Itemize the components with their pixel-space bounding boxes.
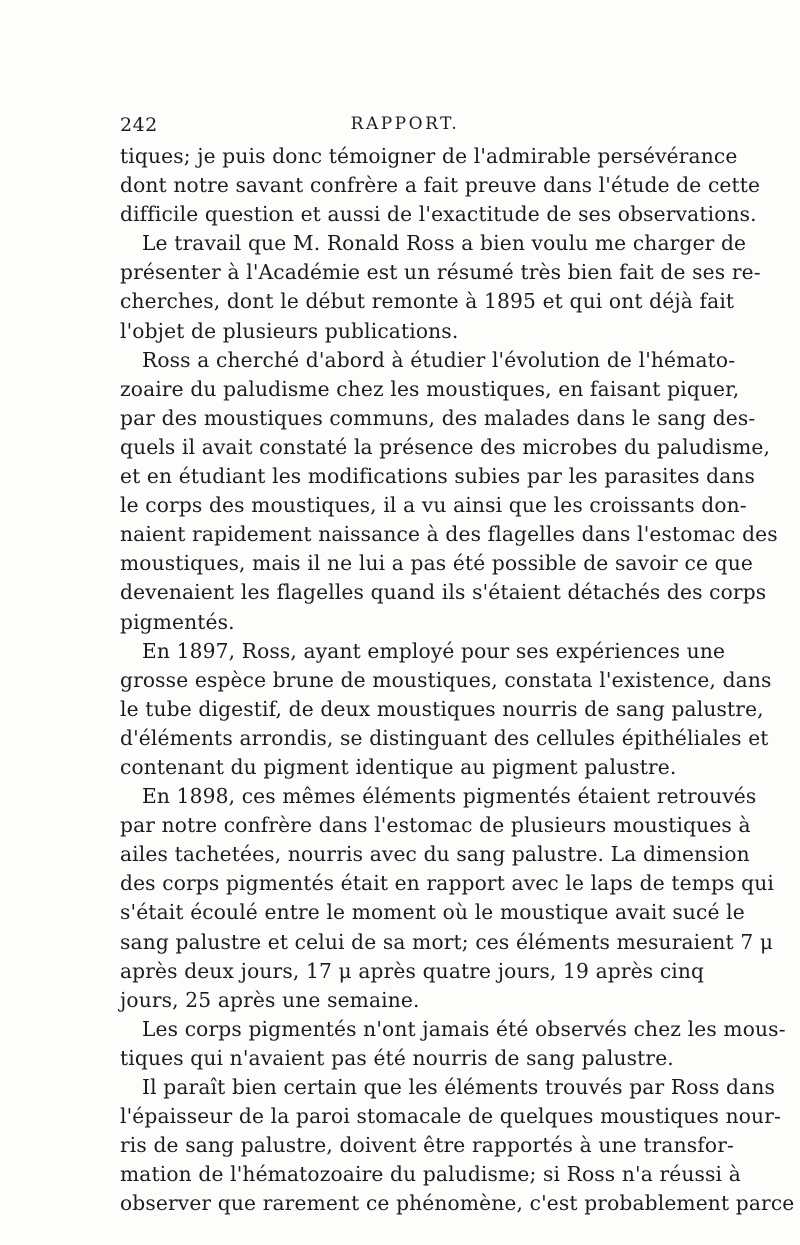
text-line: Le travail que M. Ronald Ross a bien voulu me charger de [142,231,747,256]
text-line: Les corps pigmentés n'ont jamais été observés chez les mous- [142,1016,786,1041]
text-line: jours, 25 après une semaine. [120,987,420,1012]
text-line: l'objet de plusieurs publications. [120,318,459,343]
text-line: En 1897, Ross, ayant employé pour ses expériences une [142,638,726,663]
text-line: devenaient les flagelles quand ils s'étaient détachés des corps [120,580,767,605]
text-line: ris de sang palustre, doivent être rapportés à une transfor- [120,1133,734,1158]
text-line: Ross a cherché d'abord à étudier l'évolution de l'hémato- [142,347,736,372]
text-line: difficile question et aussi de l'exactitude de ses observations. [120,202,757,227]
running-head [120,114,680,140]
text-line: contenant du pigment identique au pigment palustre. [120,754,677,779]
text-line: naient rapidement naissance à des flagelles dans l'estomac des [120,522,778,547]
text-line: dont notre savant confrère a fait preuve dans l'étude de cette [120,173,761,198]
text-line: pigmentés. [120,609,235,634]
text-line: d'éléments arrondis, se distinguant des cellules épithéliales et [120,725,769,750]
page-number: 242 [120,114,158,136]
text-line: et en étudiant les modifications subies par les parasites dans [120,464,756,489]
body-text [120,142,795,1218]
text-line: des corps pigmentés était en rapport avec le laps de temps qui [120,871,774,896]
text-line: quels il avait constaté la présence des microbes du paludisme, [120,434,771,459]
text-line: l'épaisseur de la paroi stomacale de quelques moustiques nour- [120,1104,781,1129]
text-line: cherches, dont le début remonte à 1895 et qui ont déjà fait [120,289,735,314]
text-line: par des moustiques communs, des malades dans le sang des- [120,405,756,430]
text-line: observer que rarement ce phénomène, c'est probablement parce [120,1191,795,1216]
running-title: RAPPORT. [350,114,460,134]
text-line: tiques; je puis donc témoigner de l'admirable persévérance [120,144,738,168]
text-line: mation de l'hématozoaire du paludisme; si Ross n'a réussi à [120,1162,741,1187]
text-line: zoaire du paludisme chez les moustiques, en faisant piquer, [120,376,740,401]
text-line: grosse espèce brune de moustiques, constata l'existence, dans [120,667,772,692]
text-line: s'était écoulé entre le moment où le moustique avait sucé le [120,900,745,925]
text-line: moustiques, mais il ne lui a pas été possible de savoir ce que [120,551,753,576]
text-line: le corps des moustiques, il a vu ainsi que les croissants don- [120,493,747,518]
text-line: par notre confrère dans l'estomac de plusieurs moustiques à [120,813,751,838]
text-line: ailes tachetées, nourris avec du sang palustre. La dimension [120,842,750,867]
text-line: présenter à l'Académie est un résumé très bien fait de ses re- [120,260,761,285]
text-line: Il paraît bien certain que les éléments trouvés par Ross dans [142,1075,775,1099]
text-line: tiques qui n'avaient pas été nourris de sang palustre. [120,1045,674,1070]
text-line: le tube digestif, de deux moustiques nourris de sang palustre, [120,696,764,721]
text-line: après deux jours, 17 μ après quatre jours, 19 après cinq [120,958,705,983]
text-line: En 1898, ces mêmes éléments pigmentés étaient retrouvés [142,784,757,809]
text-line: sang palustre et celui de sa mort; ces éléments mesuraient 7 μ [120,929,774,954]
